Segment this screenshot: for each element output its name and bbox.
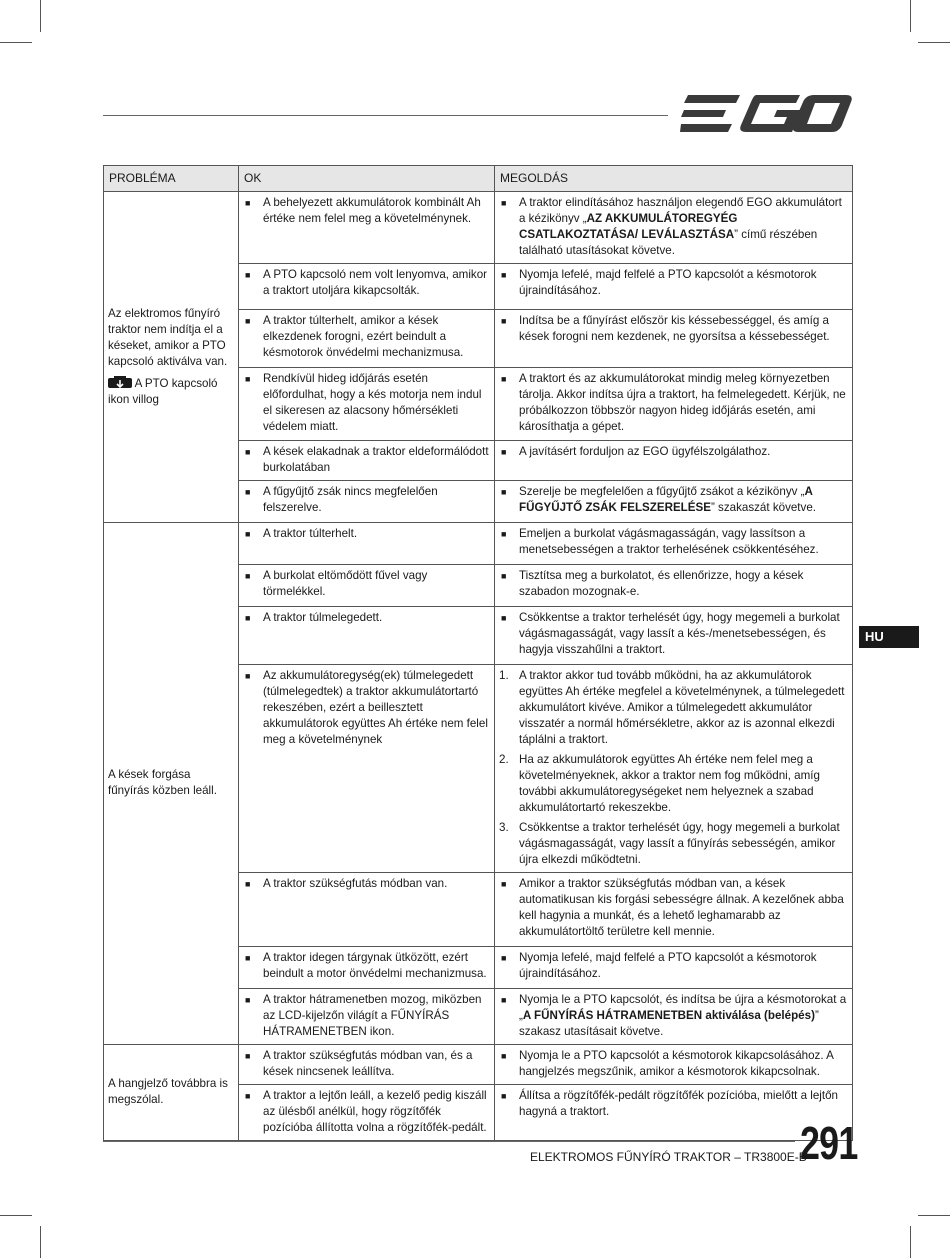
bullet-icon: ■ [501, 879, 507, 889]
bullet-icon: ■ [245, 1051, 251, 1061]
problem-text: A hangjelző továbbra is megszólal. [108, 1077, 228, 1106]
crop-mark [0, 1215, 32, 1216]
bullet-icon: ■ [245, 316, 251, 326]
solution-cell: ■ Amikor a traktor szükségfutás módban van, a kések automatikusan kis forgási sebességre állnak. A kezelőnek abba kell hagynia a munkát, és a lehető leghamarabb az akkumulátortöltő területre kell mennie. [495, 873, 853, 947]
troubleshooting-table [103, 165, 853, 1141]
solution-cell: ■ Csökkentse a traktor terhelését úgy, hogy megemeli a burkolat vágásmagasságát, vagy lassít a kés-/menetsebességen, és hagyja visszahűlni a traktort. [495, 607, 853, 665]
problem-text: A kések forgása fűnyírás közben leáll. [108, 768, 217, 797]
bullet-icon: ■ [501, 1091, 507, 1101]
solution-cell: ■ Nyomja le a PTO kapcsolót, és indítsa be újra a késmotorokat a „A FŰNYÍRÁS HÁTRAMENETBEN aktiválása (belépés)” szakasz utasításait követve. [495, 989, 853, 1045]
cause-cell: ■ A burkolat eltömődött fűvel vagy törmelékkel. [239, 565, 495, 607]
bullet-icon: ■ [501, 613, 507, 623]
cause-cell: ■ A traktor szükségfutás módban van, és a kések nincsenek leállítva. [239, 1045, 495, 1085]
problem-cell [104, 1045, 239, 1141]
numbered-step: 1. A traktor akkor tud tovább működni, ha az akkumulátorok együttes Ah értéke megfelel a követelménynek, a túlmelegedett akkumulátort kivéve. Amikor a túlmelegedett akkumulátor visszatér a normál hőmérsékletre, akkor az is azonnal elkezdi táplálni a traktort. [499, 669, 845, 746]
cause-cell: ■ A traktor idegen tárgynak ütközött, ezért beindult a motor önvédelmi mechanizmusa. [239, 947, 495, 989]
cause-cell: ■ Az akkumulátoregység(ek) túlmelegedett (túlmelegedtek) a traktor akkumulátortartó rekeszében, ezért a beillesztett akkumulátorok együttes Ah értéke nem felel meg a követelménynek [239, 665, 495, 873]
footer-title: ELEKTROMOS FŰNYÍRÓ TRAKTOR – TR3800E-B [530, 1150, 807, 1164]
table-row [104, 1045, 853, 1085]
crop-mark [918, 1215, 950, 1216]
cause-cell: ■ A traktor szükségfutás módban van. [239, 873, 495, 947]
cause-cell: ■ A traktor túlterhelt, amikor a kések elkezdenek forogni, ezért beindult a késmotorok önvédelmi mechanizmusa. [239, 310, 495, 368]
header-cause: OK [239, 166, 495, 192]
solution-cell: ■ Tisztítsa meg a burkolatot, és ellenőrizze, hogy a kések szabadon mozognak-e. [495, 565, 853, 607]
problem-cell [104, 523, 239, 1045]
bullet-icon: ■ [245, 1091, 251, 1101]
bullet-icon: ■ [245, 374, 251, 384]
bullet-icon: ■ [245, 529, 251, 539]
crop-mark [910, 1226, 911, 1258]
bullet-icon: ■ [501, 198, 507, 208]
solution-cell: ■ A traktort és az akkumulátorokat mindig meleg környezetben tárolja. Akkor indítsa újra a traktort, ha felmelegedett. Kérjük, ne próbálkozzon többször nagyon hideg időjárás esetén, ami károsíthatja a gépet. [495, 368, 853, 441]
bullet-icon: ■ [245, 613, 251, 623]
cause-cell: ■ A traktor túlterhelt. [239, 523, 495, 565]
problem-text: Az elektromos fűnyíró traktor nem indítja el a késeket, amikor a PTO kapcsoló aktiválva van. [108, 306, 228, 368]
header-rule [103, 115, 668, 116]
page-number: 291 [800, 1117, 858, 1169]
bullet-icon: ■ [501, 995, 507, 1005]
bullet-icon: ■ [501, 487, 507, 497]
crop-mark [918, 42, 950, 43]
solution-cell: ■ A javításért forduljon az EGO ügyfélszolgálathoz. [495, 441, 853, 481]
footer-rule [103, 1141, 795, 1142]
solution-cell: ■ Indítsa be a fűnyírást először kis késsebességgel, és amíg a kések forogni nem kezdenek, ne gyorsítsa a késsebességet. [495, 310, 853, 368]
solution-cell: ■ Emeljen a burkolat vágásmagasságán, vagy lassítson a menetsebességen a traktor terhelésének csökkentéséhez. [495, 523, 853, 565]
problem-cell [104, 192, 239, 523]
crop-mark [40, 1226, 41, 1258]
header-problem: PROBLÉMA [104, 166, 239, 192]
bullet-icon: ■ [501, 447, 507, 457]
bullet-icon: ■ [245, 953, 251, 963]
bullet-icon: ■ [501, 374, 507, 384]
solution-cell [495, 665, 853, 873]
bullet-icon: ■ [245, 879, 251, 889]
crop-mark [40, 0, 41, 32]
cause-cell: ■ Rendkívül hideg időjárás esetén előfordulhat, hogy a kés motorja nem indul el sikeresen az alacsony hőmérsékleti védelem miatt. [239, 368, 495, 441]
solution-cell: ■ Nyomja le a PTO kapcsolót a késmotorok kikapcsolásához. A hangjelzés megszűnik, amikor a késmotorok kikapcsolnak. [495, 1045, 853, 1085]
bullet-icon: ■ [245, 447, 251, 457]
bullet-icon: ■ [245, 487, 251, 497]
table-row [104, 192, 853, 264]
cause-cell: ■ A fűgyűjtő zsák nincs megfelelően felszerelve. [239, 481, 495, 523]
numbered-step: 3. Csökkentse a traktor terhelését úgy, hogy megemeli a burkolat vágásmagasságát, vagy lassít a fűnyírás sebességén, amikor újra elkezdi működtetni. [499, 821, 840, 866]
cause-cell: ■ A behelyezett akkumulátorok kombinált Ah értéke nem felel meg a követelménynek. [239, 192, 495, 264]
solution-cell: ■ A traktor elindításához használjon elegendő EGO akkumulátort a kézikönyv „AZ AKKUMULÁTOREGYÉG CSATLAKOZTATÁSA/ LEVÁLASZTÁSA” című részében található utasításokat követve. [495, 192, 853, 264]
pto-switch-icon [108, 376, 132, 390]
bullet-icon: ■ [501, 316, 507, 326]
cause-cell: ■ A traktor a lejtőn leáll, a kezelő pedig kiszáll az ülésből anélkül, hogy rögzítőfék pozícióba állította volna a rögzítőfék-pedált. [239, 1085, 495, 1141]
cause-cell: ■ A kések elakadnak a traktor eldeformálódott burkolatában [239, 441, 495, 481]
bullet-icon: ■ [501, 571, 507, 581]
table-header-row [104, 166, 853, 192]
ego-logo [680, 94, 852, 134]
cause-cell: ■ A traktor hátramenetben mozog, miközben az LCD-kijelzőn világít a FŰNYÍRÁS HÁTRAMENETBEN ikon. [239, 989, 495, 1045]
solution-cell: ■ Állítsa a rögzítőfék-pedált rögzítőfék pozícióba, mielőtt a lejtőn hagyná a traktort. [495, 1085, 853, 1141]
solution-cell: ■ Szerelje be megfelelően a fűgyűjtő zsákot a kézikönyv „A FŰGYŰJTŐ ZSÁK FELSZERELÉSE” szakaszát követve. [495, 481, 853, 523]
crop-mark [0, 42, 32, 43]
crop-mark [910, 0, 911, 32]
bullet-icon: ■ [245, 270, 251, 280]
cause-cell: ■ A PTO kapcsoló nem volt lenyomva, amikor a traktort utoljára kikapcsolták. [239, 264, 495, 310]
bullet-icon: ■ [245, 571, 251, 581]
header-solution: MEGOLDÁS [495, 166, 853, 192]
numbered-step: 2. Ha az akkumulátorok együttes Ah értéke nem felel meg a követelményeknek, akkor a traktor nem fog működni, amíg további akkumulátoregységeket nem helyeznek a szabad akkumulátortartó rekeszekbe. [499, 753, 820, 814]
language-tab: HU [859, 626, 919, 648]
table-row [104, 523, 853, 565]
bullet-icon: ■ [501, 270, 507, 280]
cause-cell: ■ A traktor túlmelegedett. [239, 607, 495, 665]
solution-cell: ■ Nyomja lefelé, majd felfelé a PTO kapcsolót a késmotorok újraindításához. [495, 947, 853, 989]
bullet-icon: ■ [245, 671, 251, 681]
solution-cell: ■ Nyomja lefelé, majd felfelé a PTO kapcsolót a késmotorok újraindításához. [495, 264, 853, 310]
bullet-icon: ■ [501, 953, 507, 963]
bullet-icon: ■ [245, 995, 251, 1005]
problem-note: A PTO kapcsoló ikon villog [108, 376, 218, 406]
bullet-icon: ■ [501, 529, 507, 539]
bullet-icon: ■ [245, 198, 251, 208]
bullet-icon: ■ [501, 1051, 507, 1061]
